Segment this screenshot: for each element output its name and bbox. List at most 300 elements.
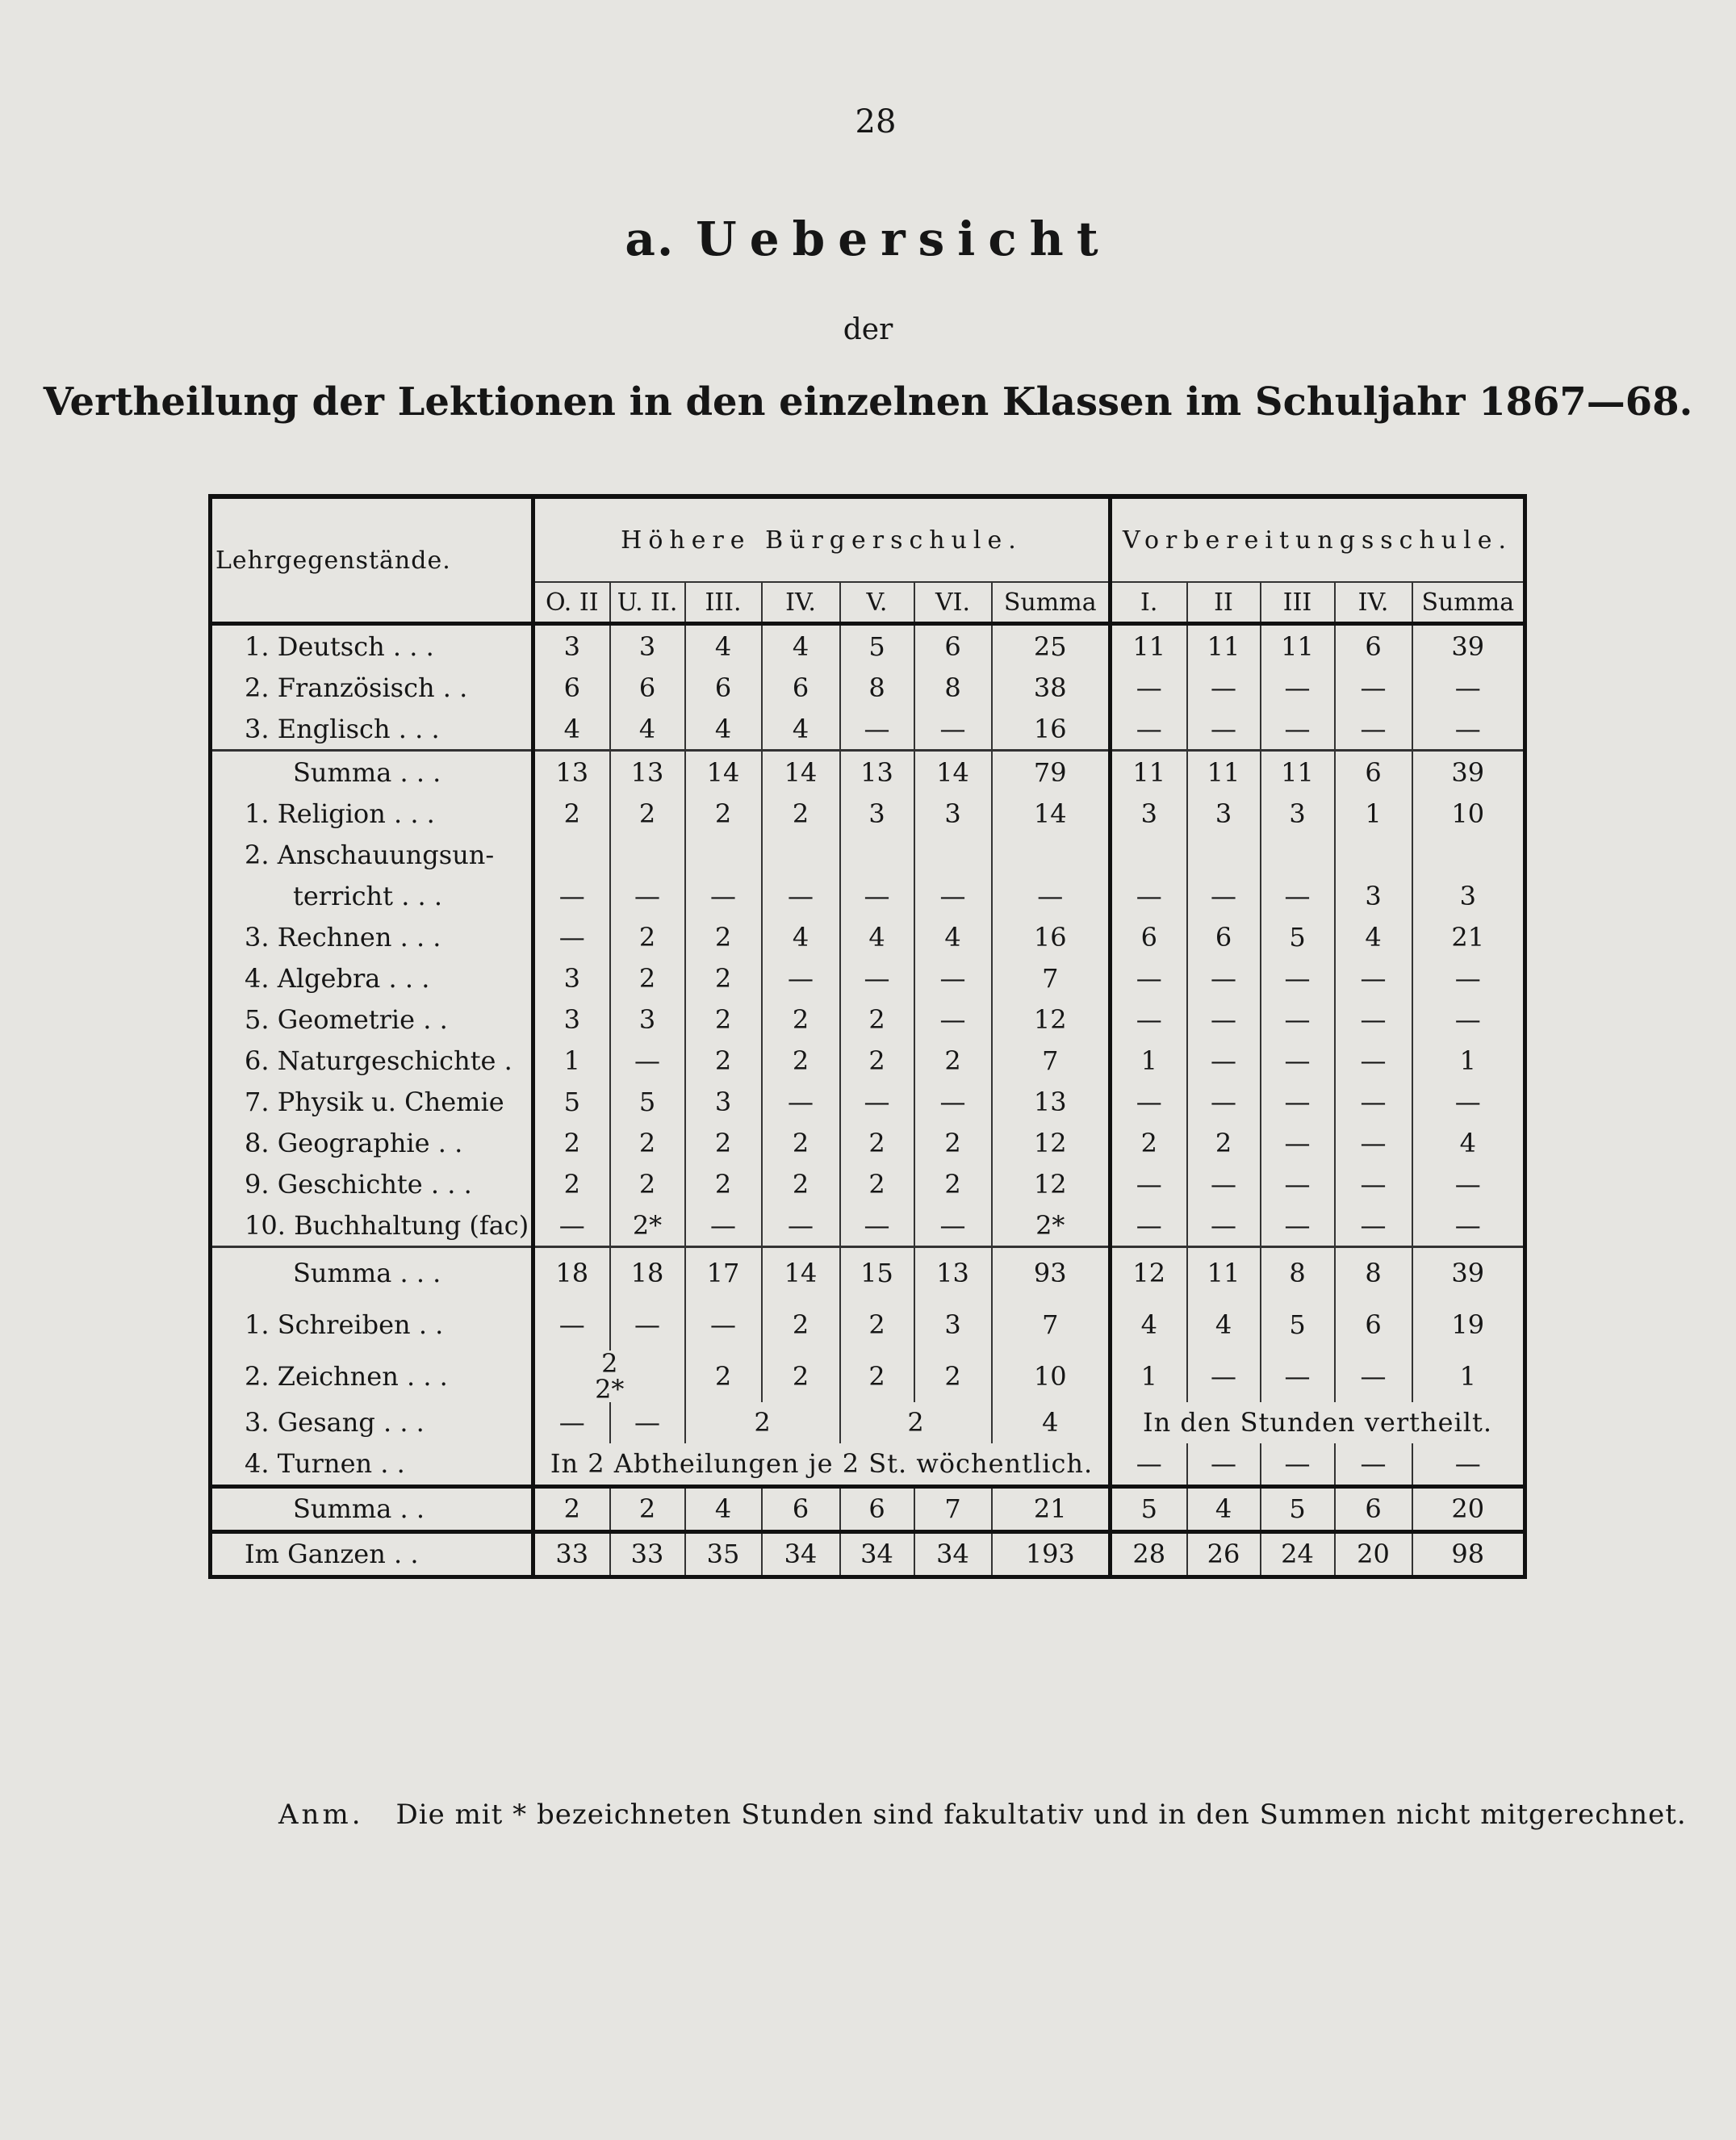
row-label: 7. Physik u. Chemie	[211, 1081, 533, 1122]
row-label: 2. Französisch . .	[211, 667, 533, 708]
cell: —	[1412, 1163, 1525, 1204]
cell: —	[840, 875, 914, 916]
table-row	[211, 957, 1525, 999]
cell: 11	[1187, 624, 1261, 668]
cell: 2	[685, 1040, 762, 1081]
cell: 8	[1261, 1247, 1335, 1299]
cell: 2	[610, 916, 685, 957]
cell: —	[1412, 999, 1525, 1040]
cell: 7	[992, 1299, 1111, 1351]
cell: —	[1111, 875, 1187, 916]
cell: —	[533, 916, 610, 957]
cell: 3	[685, 1081, 762, 1122]
cell: —	[762, 875, 840, 916]
cell: —	[914, 875, 992, 916]
cell	[533, 834, 610, 875]
cell: —	[1335, 708, 1412, 751]
cell: 4	[992, 1402, 1111, 1443]
cell: —	[1335, 1163, 1412, 1204]
cell: 18	[610, 1247, 685, 1299]
table-row	[211, 875, 1525, 916]
group-header-buergerschule: Höhere Bürgerschule.	[533, 496, 1111, 582]
table-row	[211, 1163, 1525, 1204]
column-header: IV.	[762, 582, 840, 624]
row-label: Summa . .	[211, 1486, 533, 1531]
column-header: I.	[1111, 582, 1187, 624]
cell: 4	[914, 916, 992, 957]
page-subtitle: Vertheilung der Lektionen in den einzelnen Klassen im Schuljahr 1867—68.	[43, 379, 1693, 425]
total-body	[211, 1531, 1525, 1577]
row-label: 4. Turnen . .	[211, 1443, 533, 1487]
cell: 15	[840, 1247, 914, 1299]
cell: 3	[840, 793, 914, 834]
cell: 35	[685, 1531, 762, 1577]
cell: 26	[1187, 1531, 1261, 1577]
cell: 14	[992, 793, 1111, 834]
table-row	[211, 1402, 1525, 1443]
cell: 1	[1412, 1040, 1525, 1081]
column-header: IV.	[1335, 582, 1412, 624]
cell: 20	[1335, 1531, 1412, 1577]
group-header-vorbereitungsschule: Vorbereitungsschule.	[1111, 496, 1525, 582]
cell: —	[914, 957, 992, 999]
cell: 3	[533, 999, 610, 1040]
cell: 6	[762, 667, 840, 708]
cell: —	[610, 875, 685, 916]
cell: —	[533, 1299, 610, 1351]
cell: 2	[762, 1299, 840, 1351]
cell	[914, 834, 992, 875]
cell: 4	[685, 1486, 762, 1531]
cell	[992, 834, 1111, 875]
cell: 39	[1412, 624, 1525, 668]
cell: 2	[685, 1351, 762, 1402]
cell: —	[1412, 957, 1525, 999]
cell: 4	[762, 708, 840, 751]
cell: 6	[685, 667, 762, 708]
table-row	[211, 1351, 1525, 1402]
table-row	[211, 1299, 1525, 1351]
cell: 3	[533, 957, 610, 999]
cell: 14	[685, 751, 762, 794]
table-row	[211, 624, 1525, 668]
page-title	[0, 211, 1736, 266]
table-row	[211, 708, 1525, 751]
cell: 3	[1261, 793, 1335, 834]
column-header: III	[1261, 582, 1335, 624]
row-label: 2. Zeichnen . . .	[211, 1351, 533, 1402]
title-prefix: a.	[625, 211, 676, 266]
cell: 2	[840, 1351, 914, 1402]
cell: 5	[1261, 916, 1335, 957]
row-label: 3. Gesang . . .	[211, 1402, 533, 1443]
cell: —	[1412, 708, 1525, 751]
cell: —	[1335, 957, 1412, 999]
cell: 4	[1412, 1122, 1525, 1163]
cell: —	[1111, 957, 1187, 999]
cell: 1	[1412, 1351, 1525, 1402]
cell: 14	[762, 1247, 840, 1299]
cell: 4	[533, 708, 610, 751]
cell: 5	[840, 624, 914, 668]
cell: —	[914, 708, 992, 751]
cell: 2	[914, 1040, 992, 1081]
table-row	[211, 1443, 1525, 1487]
summa-row	[211, 1247, 1525, 1299]
gesang-note: In den Stunden vertheilt.	[1111, 1402, 1525, 1443]
cell: 2	[610, 957, 685, 999]
cell: 12	[992, 1163, 1111, 1204]
merged-value-fac: 2*	[595, 1373, 625, 1402]
cell: 7	[992, 1040, 1111, 1081]
merged-cell: 2	[840, 1402, 992, 1443]
cell: 2	[610, 1486, 685, 1531]
cell: —	[1187, 1351, 1261, 1402]
cell: 38	[992, 667, 1111, 708]
row-label: 3. Englisch . . .	[211, 708, 533, 751]
row-label: 9. Geschichte . . .	[211, 1163, 533, 1204]
cell: 6	[1111, 916, 1187, 957]
cell: —	[1412, 1204, 1525, 1247]
cell: —	[992, 875, 1111, 916]
cell: —	[610, 1402, 685, 1443]
cell: 4	[840, 916, 914, 957]
cell: 2	[610, 793, 685, 834]
cell: 2	[762, 1163, 840, 1204]
cell: —	[1261, 875, 1335, 916]
cell: —	[1261, 1040, 1335, 1081]
cell: 4	[1187, 1486, 1261, 1531]
cell: 3	[1187, 793, 1261, 834]
cell: 19	[1412, 1299, 1525, 1351]
cell: 8	[840, 667, 914, 708]
merged-cell	[533, 1351, 685, 1402]
cell: —	[914, 999, 992, 1040]
cell: 5	[533, 1081, 610, 1122]
cell: 13	[992, 1081, 1111, 1122]
cell: 3	[914, 793, 992, 834]
cell: 3	[1335, 875, 1412, 916]
cell: —	[914, 1204, 992, 1247]
row-label: Im Ganzen . .	[211, 1531, 533, 1577]
cell: 6	[1335, 624, 1412, 668]
cell: 5	[610, 1081, 685, 1122]
cell: 3	[1412, 875, 1525, 916]
cell: 8	[914, 667, 992, 708]
cell	[1261, 834, 1335, 875]
cell: —	[840, 1081, 914, 1122]
cell: —	[1335, 1204, 1412, 1247]
cell: 39	[1412, 751, 1525, 794]
cell: 5	[1261, 1299, 1335, 1351]
cell: —	[1187, 957, 1261, 999]
cell: 2	[840, 1299, 914, 1351]
table-row	[211, 1122, 1525, 1163]
cell: 3	[533, 624, 610, 668]
table-row	[211, 1040, 1525, 1081]
cell: 16	[992, 708, 1111, 751]
cell: —	[1261, 1122, 1335, 1163]
cell: 34	[840, 1531, 914, 1577]
page-number: 28	[855, 103, 897, 140]
cell: 2	[840, 1122, 914, 1163]
cell: —	[762, 957, 840, 999]
cell: 2	[762, 1122, 840, 1163]
row-label: 3. Rechnen . . .	[211, 916, 533, 957]
cell: —	[1187, 1204, 1261, 1247]
summa-row	[211, 751, 1525, 794]
cell: —	[1261, 708, 1335, 751]
row-label: 1. Deutsch . . .	[211, 624, 533, 668]
cell: 13	[533, 751, 610, 794]
cell: —	[914, 1081, 992, 1122]
cell: 2	[685, 1122, 762, 1163]
row-label: Summa . . .	[211, 751, 533, 794]
cell: 2	[685, 999, 762, 1040]
cell: 6	[1335, 1299, 1412, 1351]
cell: —	[1111, 1081, 1187, 1122]
row-label: Summa . . .	[211, 1247, 533, 1299]
cell: —	[1261, 1081, 1335, 1122]
cell: 2	[533, 793, 610, 834]
cell: 2	[840, 1040, 914, 1081]
row-label: 6. Naturgeschichte .	[211, 1040, 533, 1081]
cell: 34	[762, 1531, 840, 1577]
cell: 17	[685, 1247, 762, 1299]
cell: 5	[1261, 1486, 1335, 1531]
cell: —	[1187, 999, 1261, 1040]
cell: 2	[762, 1040, 840, 1081]
cell: 2	[685, 916, 762, 957]
cell: —	[1261, 1204, 1335, 1247]
cell: 13	[914, 1247, 992, 1299]
cell: 2	[762, 793, 840, 834]
cell: 24	[1261, 1531, 1335, 1577]
cell: 12	[992, 1122, 1111, 1163]
cell: 6	[1335, 1486, 1412, 1531]
row-label: 5. Geometrie . .	[211, 999, 533, 1040]
cell: —	[1187, 1040, 1261, 1081]
cell: —	[1335, 1443, 1412, 1487]
title-connector: der	[843, 313, 893, 346]
lesson-distribution-table	[208, 494, 1527, 1579]
cell: —	[610, 1040, 685, 1081]
cell: 10	[1412, 793, 1525, 834]
cell: 2	[533, 1163, 610, 1204]
cell: 3	[610, 999, 685, 1040]
cell: 20	[1412, 1486, 1525, 1531]
table-row	[211, 667, 1525, 708]
cell: 4	[685, 624, 762, 668]
cell: 28	[1111, 1531, 1187, 1577]
cell: —	[610, 1299, 685, 1351]
cell	[610, 834, 685, 875]
cell: —	[1335, 1081, 1412, 1122]
cell	[1412, 834, 1525, 875]
cell: 11	[1187, 1247, 1261, 1299]
cell: 6	[762, 1486, 840, 1531]
cell: —	[1111, 999, 1187, 1040]
cell: 1	[533, 1040, 610, 1081]
cell: 2	[685, 793, 762, 834]
cell: —	[1335, 999, 1412, 1040]
cell: 10	[992, 1351, 1111, 1402]
cell	[1187, 834, 1261, 875]
cell: 7	[914, 1486, 992, 1531]
summa2-body	[211, 1247, 1525, 1299]
cell: 6	[1335, 751, 1412, 794]
cell: 93	[992, 1247, 1111, 1299]
cell: 11	[1187, 751, 1261, 794]
column-header: U. II.	[610, 582, 685, 624]
cell: —	[1335, 667, 1412, 708]
row-label: 2. Anschauungsun-	[211, 834, 533, 875]
group1-body	[211, 624, 1525, 751]
cell: 12	[992, 999, 1111, 1040]
cell: 12	[1111, 1247, 1187, 1299]
cell: 8	[1335, 1247, 1412, 1299]
table-row	[211, 793, 1525, 834]
cell	[840, 834, 914, 875]
cell: 6	[610, 667, 685, 708]
row-label: 1. Schreiben . .	[211, 1299, 533, 1351]
cell: —	[1335, 1040, 1412, 1081]
cell: —	[840, 1204, 914, 1247]
cell	[1335, 834, 1412, 875]
cell: 98	[1412, 1531, 1525, 1577]
cell: —	[1111, 1163, 1187, 1204]
cell: 3	[1111, 793, 1187, 834]
cell: 193	[992, 1531, 1111, 1577]
cell: 2	[610, 1122, 685, 1163]
cell: 4	[1187, 1299, 1261, 1351]
cell: —	[533, 1204, 610, 1247]
row-label: 4. Algebra . . .	[211, 957, 533, 999]
table-row	[211, 1081, 1525, 1122]
cell: —	[1412, 667, 1525, 708]
cell: —	[1111, 1443, 1187, 1487]
summa1-body	[211, 751, 1525, 794]
row-label: terricht . . .	[211, 875, 533, 916]
cell	[685, 834, 762, 875]
cell: 21	[992, 1486, 1111, 1531]
cell: —	[685, 1204, 762, 1247]
cell: 11	[1261, 751, 1335, 794]
cell: —	[1187, 1081, 1261, 1122]
cell: —	[762, 1081, 840, 1122]
cell: 4	[685, 708, 762, 751]
cell: 6	[840, 1486, 914, 1531]
cell: 18	[533, 1247, 610, 1299]
cell: 6	[914, 624, 992, 668]
cell: —	[1261, 957, 1335, 999]
column-header: III.	[685, 582, 762, 624]
cell: 2	[762, 1351, 840, 1402]
cell: 2*	[992, 1204, 1111, 1247]
cell: 2	[685, 1163, 762, 1204]
cell: —	[1187, 667, 1261, 708]
cell: 3	[610, 624, 685, 668]
turnen-note: In 2 Abtheilungen je 2 St. wöchentlich.	[533, 1443, 1111, 1487]
column-header: VI.	[914, 582, 992, 624]
cell: 39	[1412, 1247, 1525, 1299]
column-header: O. II	[533, 582, 610, 624]
cell: 33	[610, 1531, 685, 1577]
cell: 2	[1187, 1122, 1261, 1163]
cell: 7	[992, 957, 1111, 999]
cell: —	[1261, 1163, 1335, 1204]
cell: 4	[1111, 1299, 1187, 1351]
cell: 2	[914, 1351, 992, 1402]
cell: 5	[1111, 1486, 1187, 1531]
cell: 16	[992, 916, 1111, 957]
cell: 4	[762, 916, 840, 957]
table-row	[211, 834, 1525, 875]
total-row	[211, 1531, 1525, 1577]
cell: 25	[992, 624, 1111, 668]
cell: —	[533, 875, 610, 916]
column-header: Summa	[1412, 582, 1525, 624]
cell: 2	[1111, 1122, 1187, 1163]
cell: 2	[840, 1163, 914, 1204]
row-label: 10. Buchhaltung (fac)	[211, 1204, 533, 1247]
cell: —	[1111, 667, 1187, 708]
cell: 2	[914, 1163, 992, 1204]
cell: 1	[1111, 1040, 1187, 1081]
cell: —	[1187, 1163, 1261, 1204]
cell: —	[1261, 1351, 1335, 1402]
cell: 2	[533, 1122, 610, 1163]
cell: —	[1412, 1081, 1525, 1122]
cell: 1	[1335, 793, 1412, 834]
group2-body	[211, 793, 1525, 1247]
footnote-label: Anm.	[278, 1799, 364, 1831]
cell: —	[1261, 1443, 1335, 1487]
cell: —	[840, 708, 914, 751]
cell: 2	[914, 1122, 992, 1163]
cell: 6	[1187, 916, 1261, 957]
cell: —	[1111, 708, 1187, 751]
cell: 14	[914, 751, 992, 794]
summa-row	[211, 1486, 1525, 1531]
cell: —	[1187, 708, 1261, 751]
cell: —	[1335, 1351, 1412, 1402]
row-label: 8. Geographie . .	[211, 1122, 533, 1163]
cell: 2	[840, 999, 914, 1040]
cell: 11	[1111, 751, 1187, 794]
cell: 79	[992, 751, 1111, 794]
column-header: Summa	[992, 582, 1111, 624]
column-header: II	[1187, 582, 1261, 624]
cell: 2	[685, 957, 762, 999]
cell: —	[1187, 875, 1261, 916]
cell: —	[1261, 999, 1335, 1040]
cell: —	[1111, 1204, 1187, 1247]
cell: —	[1335, 1122, 1412, 1163]
table-row	[211, 1204, 1525, 1247]
cell: —	[1412, 1443, 1525, 1487]
cell: 3	[914, 1299, 992, 1351]
cell: 4	[1335, 916, 1412, 957]
cell: —	[1261, 667, 1335, 708]
cell: 6	[533, 667, 610, 708]
cell: 13	[610, 751, 685, 794]
cell: —	[533, 1402, 610, 1443]
subject-header: Lehrgegenstände.	[211, 496, 533, 624]
cell: 11	[1261, 624, 1335, 668]
cell: —	[1187, 1443, 1261, 1487]
table-row	[211, 916, 1525, 957]
